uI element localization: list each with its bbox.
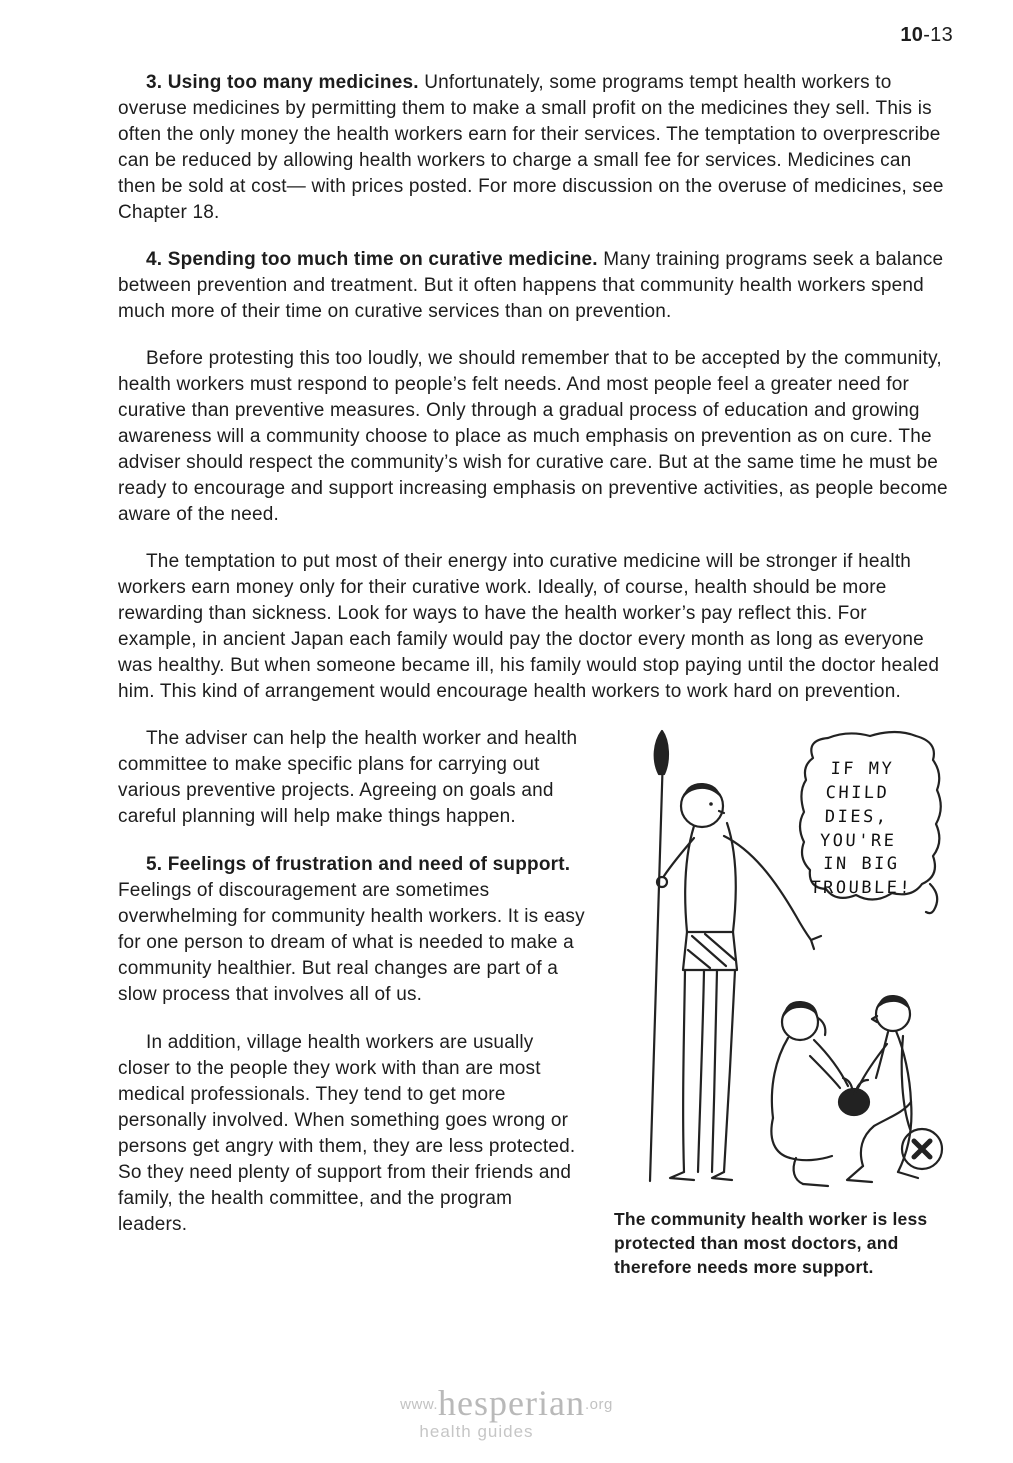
section-4-body: Many training programs seek a balance between prevention and treatment. But it often happens that community health workers spend much more of their time on curative services than on prevention. xyxy=(118,249,944,322)
hesperian-watermark xyxy=(0,1382,1013,1442)
url-prefix: www. xyxy=(400,1396,439,1413)
section-3-heading: 3. Using too many medicines. xyxy=(146,72,419,93)
two-column-section xyxy=(118,726,950,1279)
hesperian-brand: hesperian xyxy=(438,1383,585,1423)
hesperian-url xyxy=(0,1382,1013,1424)
bubble-line: IN BIG xyxy=(822,854,900,874)
illustration-figure xyxy=(600,726,950,1201)
paragraph-adviser-can-help: The adviser can help the health worker and health committee to make specific plans for carrying out various preventive projects. Agreeing on goals and careful planning will help make things happen. xyxy=(118,728,578,827)
bubble-line: YOU'RE xyxy=(819,831,897,851)
section-5-heading: 5. Feelings of frustration and need of support. xyxy=(146,854,571,875)
bubble-line: DIES, xyxy=(824,807,889,827)
left-column xyxy=(118,726,586,1260)
figure-caption: The community health worker is less protected than most doctors, and therefore needs more support. xyxy=(614,1209,928,1277)
seated-villager-figure xyxy=(847,995,918,1182)
bubble-line: TROUBLE! xyxy=(809,878,913,898)
page-number xyxy=(900,24,953,47)
section-4-heading: 4. Spending too much time on curative medicine. xyxy=(146,249,598,270)
spear xyxy=(650,731,668,1181)
standing-man-figure xyxy=(657,783,821,1180)
page-number-rest: -13 xyxy=(923,24,953,46)
squatting-health-worker-figure xyxy=(771,1001,848,1186)
paragraph-temptation-energy: The temptation to put most of their energy into curative medicine will be stronger if health workers earn money only for their curative work. Ideally, of course, health should be more rewarding than sickness. Look for ways to have the health worker’s pay reflect this. For example, in ancient Japan each family would pay the doctor every month as long as everyone was healthy. But when someone became ill, his family would stop paying until the doctor healed him. This kind of arrangement would encourage health workers to work hard on prevention. xyxy=(118,551,940,702)
right-column xyxy=(600,726,950,1279)
paragraph-curative-medicine-time xyxy=(118,247,950,325)
paragraph-before-protesting: Before protesting this too loudly, we should remember that to be accepted by the community, health workers must respond to people’s felt needs. And most people feel a greater need for curative than preventive measures. Only through a gradual process of education and growing awareness will a community choose to place as much emphasis on prevention as on cure. The adviser should respect the community’s wish for curative care. But at the same time he must be ready to encourage and support increasing emphasis on preventive activities, as people become aware of the need. xyxy=(118,348,948,525)
illustration-drawing xyxy=(600,726,945,1196)
url-suffix: .org xyxy=(584,1396,613,1413)
gourd xyxy=(839,1078,869,1115)
bubble-line: CHILD xyxy=(825,783,890,803)
section-3-body: Unfortunately, some programs tempt health workers to overuse medicines by permitting them to make a small profit on the medicines they sell. This is often the only money the health workers earn for their services. The temptation to overprescribe can be reduced by allowing health workers to charge a small fee for services. Medicines can then be sold at cost— with prices posted. For more discussion on the overuse of medicines, see Chapter 18. xyxy=(118,72,944,223)
cross-icon xyxy=(914,1141,930,1157)
bubble-line: IF MY xyxy=(830,759,895,779)
page-number-chapter: 10 xyxy=(900,24,924,46)
section-5-body: Feelings of discouragement are sometimes overwhelming for community health workers. It is easy for one person to dream of what is needed to make a community healthier. But real changes are part of a slow process that involves all of us. xyxy=(118,880,585,1005)
page-content xyxy=(118,70,950,1279)
hesperian-tagline: health guides xyxy=(419,1422,534,1441)
paragraph-feelings-of-frustration xyxy=(118,852,586,1008)
paragraph-using-too-many-medicines xyxy=(118,70,950,226)
paragraph-village-health-workers: In addition, village health workers are usually closer to the people they work with than are most medical professionals. They tend to get more personally involved. When something goes wrong or persons get angry with them, they are less protected. So they need plenty of support from their friends and family, the health committee, and the program leaders. xyxy=(118,1032,576,1235)
